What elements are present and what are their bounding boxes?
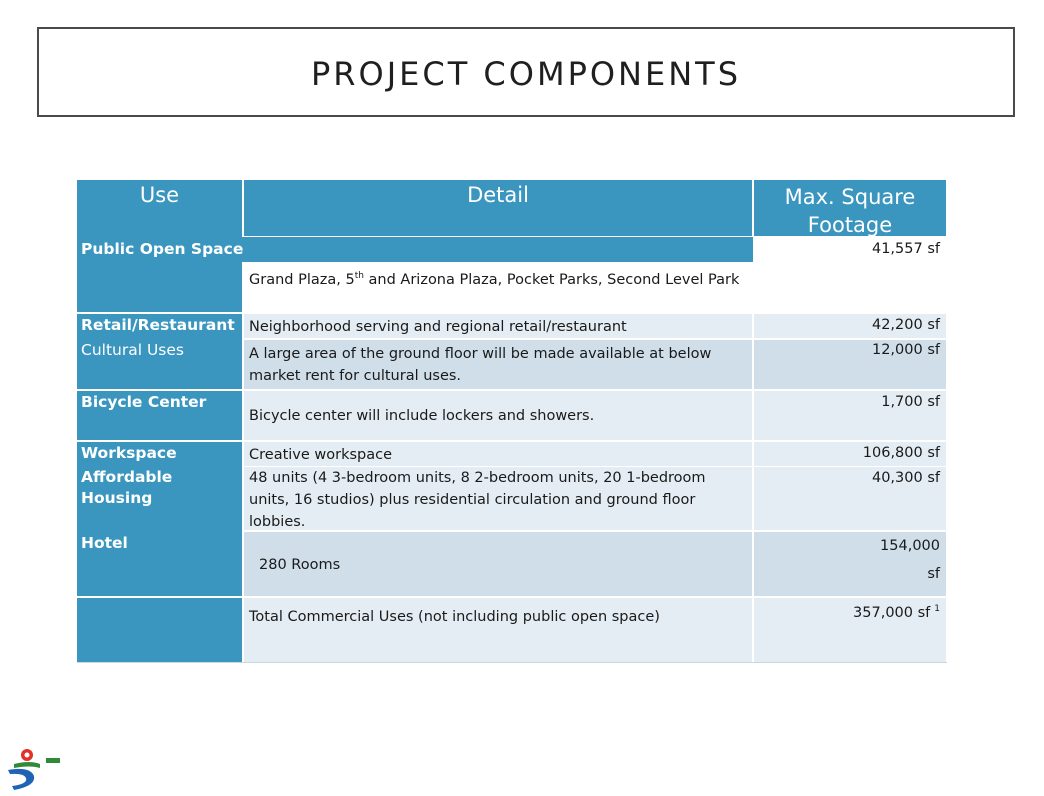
header-use: Use bbox=[139, 183, 180, 207]
detail-housing-line1: 48 units (4 3-bedroom units, 8 2-bedroom units, 20 1-bedroom bbox=[249, 470, 706, 486]
use-hotel: Hotel bbox=[81, 534, 128, 552]
use-affordable-housing bbox=[81, 468, 172, 507]
sqft-hotel-line1: 154,000 bbox=[880, 538, 940, 554]
detail-hotel: 280 Rooms bbox=[259, 557, 341, 573]
sqft-total-value: 357,000 sf bbox=[853, 604, 931, 621]
sqft-affordable-housing: 40,300 sf bbox=[871, 470, 940, 486]
title-box bbox=[37, 27, 1015, 117]
detail-cultural-line1: A large area of the ground floor will be made available at below bbox=[249, 346, 712, 362]
sqft-hotel bbox=[880, 532, 940, 588]
header-detail: Detail bbox=[467, 183, 529, 207]
use-divider bbox=[77, 596, 243, 598]
sqft-retail-restaurant: 42,200 sf bbox=[871, 317, 940, 333]
detail-public-open-space bbox=[249, 265, 739, 291]
detail-affordable-housing bbox=[249, 467, 706, 533]
page-title: PROJECT COMPONENTS bbox=[310, 55, 741, 93]
detail-workspace: Creative workspace bbox=[249, 447, 393, 463]
sqft-total-commercial bbox=[853, 598, 940, 624]
sqft-hotel-line2: sf bbox=[927, 566, 940, 582]
detail-bicycle-center: Bicycle center will include lockers and showers. bbox=[249, 408, 595, 424]
city-logo-icon bbox=[0, 742, 62, 792]
detail-retail-restaurant: Neighborhood serving and regional retail/restaurant bbox=[249, 319, 627, 335]
detail-cultural-line2: market rent for cultural uses. bbox=[249, 368, 462, 384]
sqft-bicycle-center: 1,700 sf bbox=[881, 394, 940, 410]
use-divider bbox=[77, 440, 243, 442]
detail-public-pre: Grand Plaza, 5 bbox=[249, 271, 355, 288]
detail-housing-line2: units, 16 studios) plus residential circulation and ground floor bbox=[249, 492, 696, 508]
detail-total-commercial: Total Commercial Uses (not including public open space) bbox=[249, 609, 660, 625]
sqft-cultural-uses: 12,000 sf bbox=[871, 342, 940, 358]
use-cultural-uses: Cultural Uses bbox=[81, 341, 184, 359]
use-workspace: Workspace bbox=[81, 444, 177, 462]
header-sqft-line1: Max. Square bbox=[784, 185, 916, 209]
use-divider bbox=[77, 312, 243, 314]
detail-housing-line3: lobbies. bbox=[249, 514, 306, 530]
use-divider bbox=[77, 389, 243, 391]
sqft-total-footnote: 1 bbox=[934, 604, 940, 614]
sqft-workspace: 106,800 sf bbox=[862, 445, 940, 461]
use-housing-line1: Affordable bbox=[81, 468, 173, 486]
sqft-public-open-space: 41,557 sf bbox=[871, 241, 940, 257]
use-retail-restaurant: Retail/Restaurant bbox=[81, 316, 235, 334]
use-public-open-space: Public Open Space bbox=[81, 240, 244, 258]
use-housing-line2: Housing bbox=[81, 489, 153, 507]
header-sqft-line2: Footage bbox=[807, 213, 893, 237]
table-right-border bbox=[752, 312, 754, 662]
header-sqft bbox=[754, 183, 946, 240]
detail-public-post: and Arizona Plaza, Pocket Parks, Second Level Park bbox=[363, 271, 740, 288]
detail-public-sup: th bbox=[354, 271, 364, 281]
table-bottom-border bbox=[77, 662, 947, 663]
use-bicycle-center: Bicycle Center bbox=[81, 393, 207, 411]
detail-cultural-uses bbox=[249, 343, 711, 387]
